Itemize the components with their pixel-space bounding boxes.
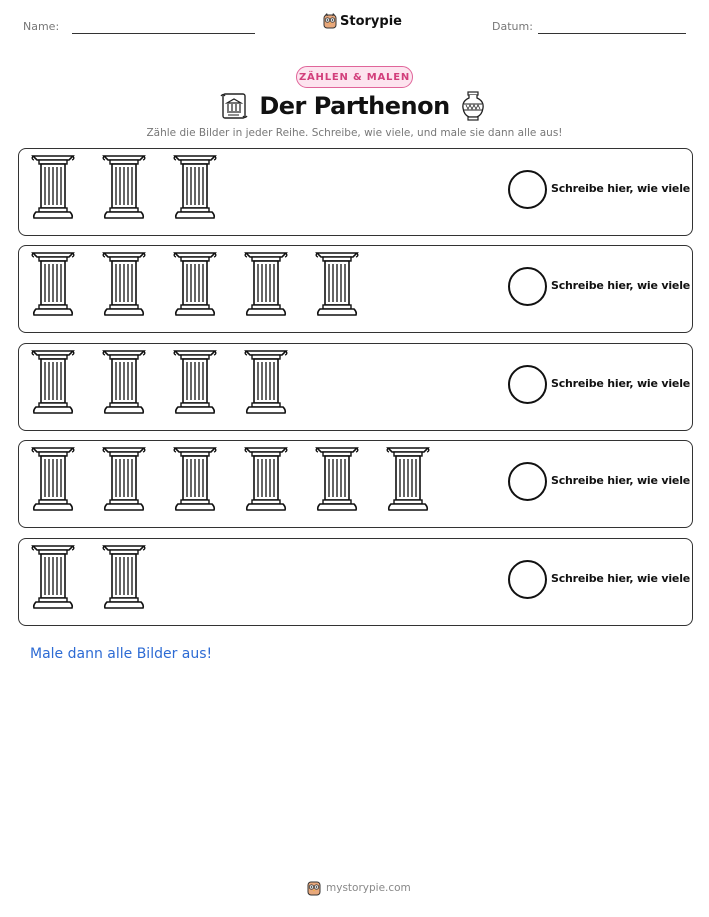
counting-row: [18, 440, 693, 528]
greek-column-icon[interactable]: [31, 349, 75, 417]
greek-column-icon[interactable]: [31, 446, 75, 514]
owl-logo-icon: [323, 13, 337, 29]
counting-row: [18, 343, 693, 431]
brand: [323, 13, 402, 29]
counting-row: [18, 148, 693, 236]
counting-row: [18, 538, 693, 626]
greek-column-icon[interactable]: [244, 251, 288, 319]
counting-row: [18, 245, 693, 333]
greek-vase-icon: [460, 90, 486, 122]
owl-logo-icon: [307, 880, 321, 896]
greek-column-icon[interactable]: [102, 154, 146, 222]
answer-circle[interactable]: [508, 462, 547, 501]
date-line[interactable]: [538, 33, 686, 34]
answer-label: Schreibe hier, wie viele: [551, 474, 691, 487]
answer-circle[interactable]: [508, 170, 547, 209]
answer-label: Schreibe hier, wie viele: [551, 377, 691, 390]
coloring-instruction: Male dann alle Bilder aus!: [30, 646, 213, 662]
greek-column-icon[interactable]: [244, 349, 288, 417]
answer-circle[interactable]: [508, 365, 547, 404]
answer-circle[interactable]: [508, 560, 547, 599]
brand-name: Storypie: [340, 13, 402, 29]
answer-label: Schreibe hier, wie viele: [551, 572, 691, 585]
greek-column-icon[interactable]: [173, 446, 217, 514]
greek-column-icon[interactable]: [102, 349, 146, 417]
greek-column-icon[interactable]: [173, 251, 217, 319]
greek-column-icon[interactable]: [102, 446, 146, 514]
greek-column-icon[interactable]: [173, 349, 217, 417]
greek-column-icon[interactable]: [244, 446, 288, 514]
name-label: Name:: [23, 20, 60, 33]
answer-label: Schreibe hier, wie viele: [551, 279, 691, 292]
greek-column-icon[interactable]: [173, 154, 217, 222]
footer-url[interactable]: mystorypie.com: [326, 882, 411, 894]
greek-column-icon[interactable]: [31, 154, 75, 222]
instruction-text: Zähle die Bilder in jeder Reihe. Schreibe, wie viele, und male sie dann alle aus!: [146, 127, 563, 139]
greek-column-icon[interactable]: [315, 251, 359, 319]
greek-column-icon[interactable]: [102, 251, 146, 319]
greek-column-icon[interactable]: [31, 544, 75, 612]
footer: [307, 880, 411, 896]
page-title: Der Parthenon: [259, 92, 450, 120]
name-line[interactable]: [72, 33, 255, 34]
category-badge: ZÄHLEN & MALEN: [296, 66, 413, 88]
greek-column-icon[interactable]: [315, 446, 359, 514]
greek-column-icon[interactable]: [102, 544, 146, 612]
date-label: Datum:: [492, 20, 533, 33]
answer-label: Schreibe hier, wie viele: [551, 182, 691, 195]
greek-column-icon[interactable]: [31, 251, 75, 319]
answer-circle[interactable]: [508, 267, 547, 306]
greek-column-icon[interactable]: [386, 446, 430, 514]
